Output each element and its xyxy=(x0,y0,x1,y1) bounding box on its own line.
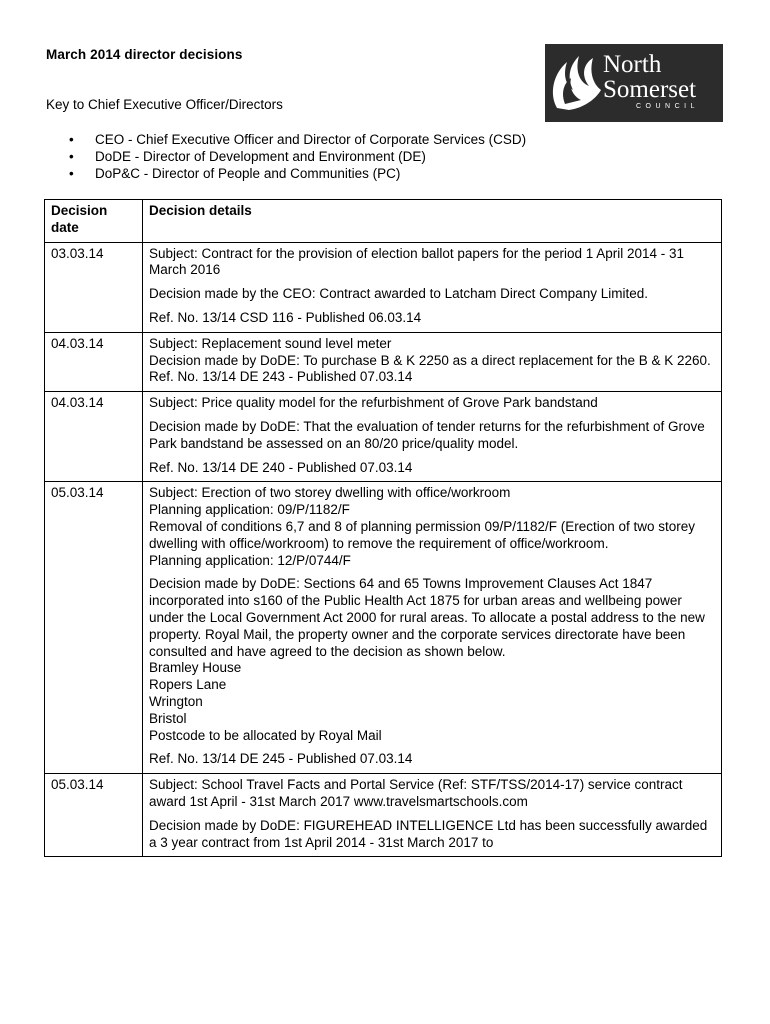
address-line: Ropers Lane xyxy=(149,677,227,693)
decision-details xyxy=(143,482,722,774)
decision-text: Decision made by the CEO: Contract awarded to Latcham Direct Company Limited. xyxy=(149,286,648,302)
decision-details xyxy=(143,242,722,332)
address-line: Wrington xyxy=(149,693,203,709)
logo-text-somerset: Somerset xyxy=(603,76,697,103)
table-row xyxy=(45,482,722,774)
decision-date: 04.03.14 xyxy=(45,392,143,482)
decision-reference: Ref. No. 13/14 DE 243 - Published 07.03.14 xyxy=(149,369,413,385)
swan-icon xyxy=(545,44,605,122)
decision-text: Removal of conditions 6,7 and 8 of planning permission 09/P/1182/F (Erection of two storey dwelling with office/workroom) to remove the requirement of office/workroom. xyxy=(149,518,696,551)
decision-reference: Ref. No. 13/14 CSD 116 - Published 06.03.14 xyxy=(149,309,422,325)
decisions-table xyxy=(44,199,722,857)
logo-text-council: COUNCIL xyxy=(636,103,700,110)
decision-subject: Subject: Replacement sound level meter xyxy=(149,335,392,351)
decision-reference: Ref. No. 13/14 DE 240 - Published 07.03.14 xyxy=(149,459,413,475)
decision-text: Decision made by DoDE: To purchase B & K 2250 as a direct replacement for the B & K 2260. xyxy=(149,352,711,368)
decision-subject: Subject: Price quality model for the refurbishment of Grove Park bandstand xyxy=(149,395,598,411)
decision-reference: Ref. No. 13/14 DE 245 - Published 07.03.14 xyxy=(149,751,413,767)
key-list xyxy=(60,131,526,182)
decision-text: Decision made by DoDE: That the evaluation of tender returns for the refurbishment of Grove Park bandstand be assessed on an 80/20 price/quality model. xyxy=(149,418,705,451)
table-row xyxy=(45,392,722,482)
table-row xyxy=(45,774,722,857)
column-header-date: Decision date xyxy=(45,200,143,243)
decision-subject: Subject: Contract for the provision of election ballot papers for the period 1 April 2014 - 31 March 2016 xyxy=(149,245,685,278)
decision-date: 03.03.14 xyxy=(45,242,143,332)
decision-date: 05.03.14 xyxy=(45,482,143,774)
planning-application: Planning application: 12/P/0744/F xyxy=(149,552,351,568)
address-line: Bramley House xyxy=(149,660,242,676)
decision-subject: Subject: School Travel Facts and Portal Service (Ref: STF/TSS/2014-17) service contract award 1st April - 31st March 2017 www.travelsmartschools.com xyxy=(149,777,683,809)
table-row xyxy=(45,332,722,391)
list-item: • DoP&C - Director of People and Communities (PC) xyxy=(60,165,526,182)
column-header-details: Decision details xyxy=(143,200,722,243)
decision-text: Decision made by DoDE: Sections 64 and 65 Towns Improvement Clauses Act 1847 incorporated into s160 of the Public Health Act 1875 for urban areas and wellbeing power under the Local Government Act 2000 for rural areas. To allocate a postal address to the new property. Royal Mail, the property owner and the corporate services directorate have been consulted and have agreed to the decision as shown below. xyxy=(149,576,705,659)
decision-date: 05.03.14 xyxy=(45,774,143,857)
decision-text-block xyxy=(149,576,715,744)
list-item: • DoDE - Director of Development and Environment (DE) xyxy=(60,148,526,165)
decision-date: 04.03.14 xyxy=(45,332,143,391)
north-somerset-council-logo xyxy=(545,44,723,122)
decision-details xyxy=(143,774,722,857)
decision-subject: Subject: Erection of two storey dwelling with office/workroom xyxy=(149,485,511,501)
decision-details xyxy=(143,392,722,482)
page-title: March 2014 director decisions xyxy=(46,47,243,62)
logo-text-north: North xyxy=(603,51,662,78)
address-line: Bristol xyxy=(149,710,187,726)
decision-text: Decision made by DoDE: FIGUREHEAD INTELLIGENCE Ltd has been successfully awarded a 3 year contract from 1st April 2014 - 31st March 2017 to xyxy=(149,817,708,850)
table-row xyxy=(45,242,722,332)
table-header-row xyxy=(45,200,722,243)
planning-application: Planning application: 09/P/1182/F xyxy=(149,502,350,518)
address-line: Postcode to be allocated by Royal Mail xyxy=(149,727,382,743)
key-heading: Key to Chief Executive Officer/Directors xyxy=(46,97,283,112)
list-item: • CEO - Chief Executive Officer and Director of Corporate Services (CSD) xyxy=(60,131,526,148)
decision-subject-block xyxy=(149,485,715,569)
decision-details xyxy=(143,332,722,391)
